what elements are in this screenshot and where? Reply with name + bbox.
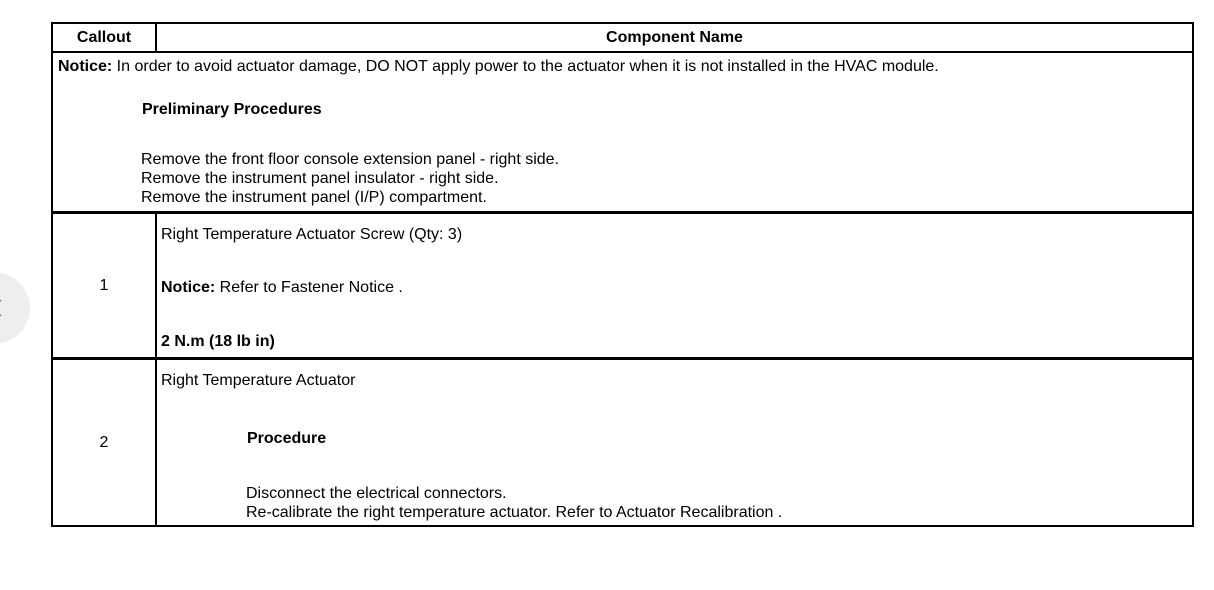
procedure-steps <box>246 484 1192 522</box>
notice-row <box>52 52 1193 213</box>
torque-spec: 2 N.m (18 lb in) <box>161 333 275 350</box>
component-notice-label: Notice: <box>161 279 216 296</box>
component-cell <box>156 213 1193 359</box>
table-row <box>52 213 1193 359</box>
procedure-step: Disconnect the electrical connectors. <box>246 485 507 502</box>
table-header-row <box>52 23 1193 52</box>
preliminary-step: Remove the instrument panel insulator - right side. <box>141 170 499 187</box>
preliminary-step: Remove the instrument panel (I/P) compartment. <box>141 189 487 206</box>
component-name: Right Temperature Actuator <box>161 372 356 389</box>
component-notice <box>161 278 1192 298</box>
callout-number: 1 <box>52 213 156 359</box>
component-name: Right Temperature Actuator Screw (Qty: 3) <box>161 226 463 243</box>
table-row <box>52 359 1193 527</box>
notice-body: In order to avoid actuator damage, DO NOT apply power to the actuator when it is not installed in the HVAC module. <box>112 58 939 75</box>
notice-label: Notice: <box>58 58 113 75</box>
component-name-header: Component Name <box>156 23 1193 52</box>
notice-text <box>53 53 1192 80</box>
preliminary-procedures-heading: Preliminary Procedures <box>142 101 322 118</box>
procedure-heading: Procedure <box>247 430 327 447</box>
component-table <box>51 22 1194 527</box>
chevron-left-icon <box>0 299 2 317</box>
callout-number: 2 <box>52 359 156 527</box>
previous-page-button[interactable] <box>0 272 30 344</box>
component-notice-text: Refer to Fastener Notice . <box>215 279 403 296</box>
preliminary-step: Remove the front floor console extension panel - right side. <box>141 151 560 168</box>
procedure-step: Re-calibrate the right temperature actuator. Refer to Actuator Recalibration . <box>246 504 783 521</box>
component-cell <box>156 359 1193 527</box>
preliminary-steps <box>141 150 1192 207</box>
notice-cell <box>52 52 1193 213</box>
callout-header: Callout <box>52 23 156 52</box>
